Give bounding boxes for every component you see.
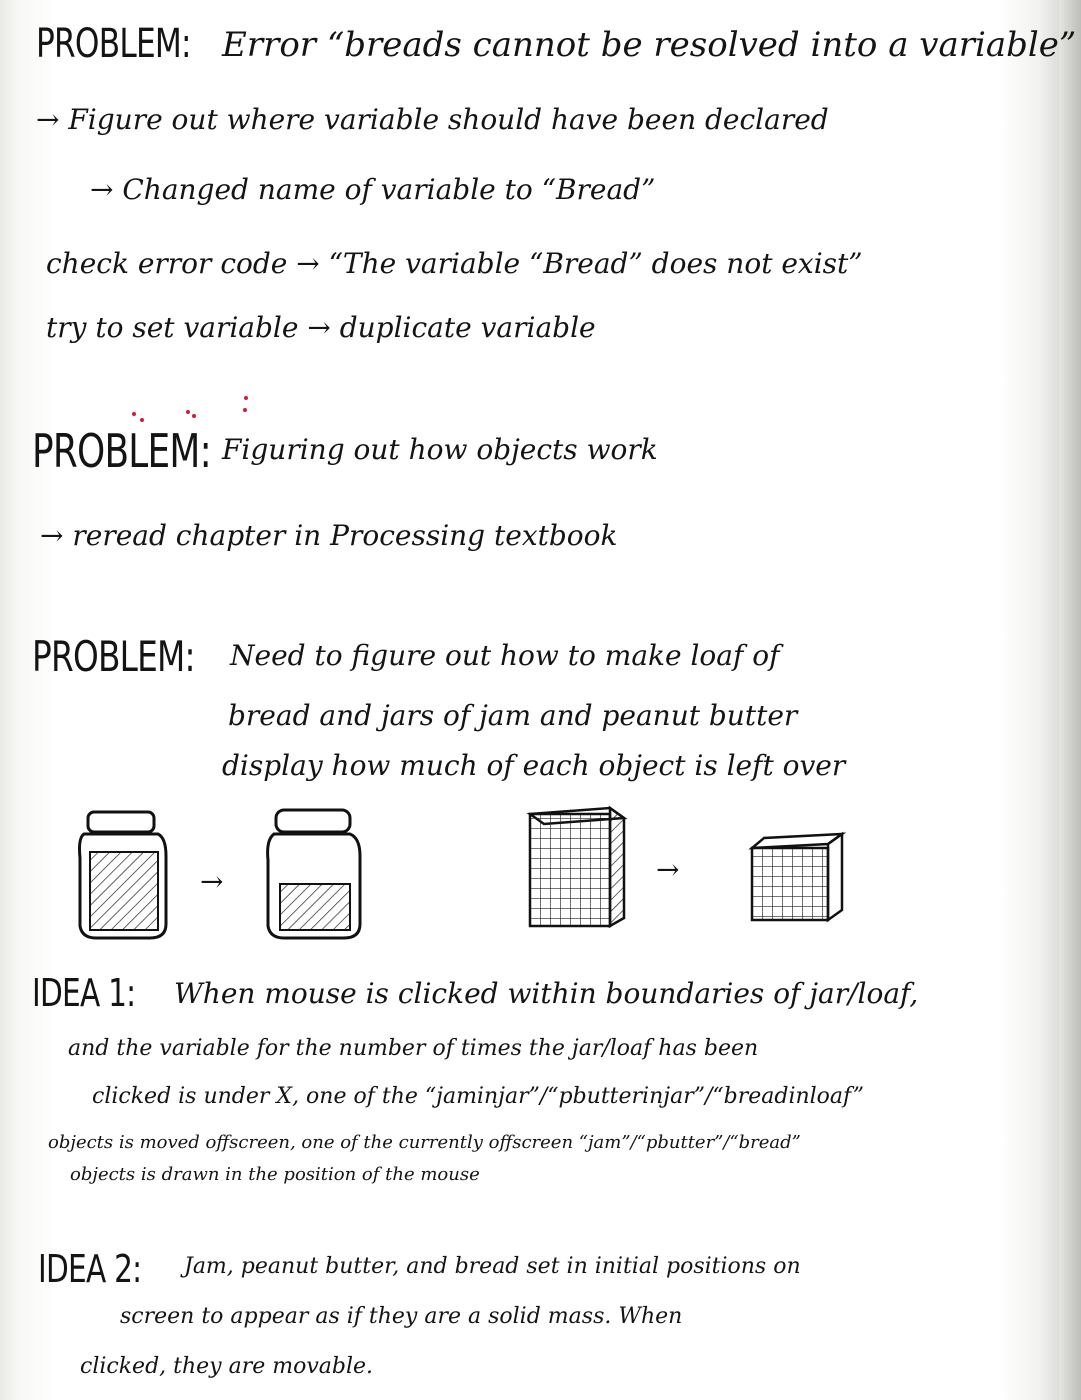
idea-2-label: IDEA 2: [38, 1247, 142, 1291]
idea-2-line-2: screen to appear as if they are a solid mass. When [120, 1304, 683, 1329]
problem-1-step-4: try to set variable → duplicate variable [46, 311, 596, 344]
sketch-arrow-2: → [656, 853, 680, 886]
problem-3-line-2: bread and jars of jam and peanut butter [228, 699, 798, 732]
red-ink-dot [140, 418, 144, 422]
idea-1-line-3: clicked is under X, one of the “jaminjar”/“pbutterinjar”/“breadinloaf” [92, 1084, 865, 1109]
red-ink-dot [186, 410, 190, 414]
sketch-arrow-1: → [200, 865, 224, 898]
problem-1-step-3: check error code → “The variable “Bread” does not exist” [46, 247, 863, 280]
problem-2-label: PROBLEM: [32, 424, 211, 478]
idea-2-line-3: clicked, they are movable. [80, 1354, 374, 1379]
red-ink-dot [192, 414, 196, 418]
idea-1-line-1: When mouse is clicked within boundaries of jar/loaf, [174, 977, 919, 1010]
red-ink-dot [132, 412, 136, 416]
problem-3-label: PROBLEM: [32, 632, 195, 681]
problem-2-text: Figuring out how objects work [222, 433, 658, 466]
loaf-full-sketch [520, 798, 634, 934]
page-edge-shadow [1059, 0, 1081, 1400]
red-ink-dot [243, 408, 247, 412]
problem-3-line-3: display how much of each object is left over [222, 749, 846, 782]
loaf-partial-sketch [742, 826, 852, 926]
idea-2-line-1: Jam, peanut butter, and bread set in initial positions on [184, 1254, 801, 1279]
idea-1-line-2: and the variable for the number of times the jar/loaf has been [68, 1036, 759, 1061]
idea-1-line-4: objects is moved offscreen, one of the currently offscreen “jam”/“pbutter”/“bread” [48, 1132, 801, 1153]
problem-3-line-1: Need to figure out how to make loaf of [230, 639, 780, 672]
jar-full-sketch [74, 808, 174, 948]
idea-1-label: IDEA 1: [32, 971, 136, 1015]
red-ink-dot [244, 396, 248, 400]
problem-1-text: Error “breads cannot be resolved into a variable” [222, 25, 1077, 65]
problem-1-label: PROBLEM: [36, 21, 191, 67]
jar-partial-sketch [262, 808, 366, 948]
problem-1-step-2: → Changed name of variable to “Bread” [90, 173, 656, 206]
idea-1-line-5: objects is drawn in the position of the mouse [70, 1164, 480, 1185]
problem-2-step-1: → reread chapter in Processing textbook [40, 519, 618, 552]
problem-1-step-1: → Figure out where variable should have been declared [36, 103, 829, 136]
